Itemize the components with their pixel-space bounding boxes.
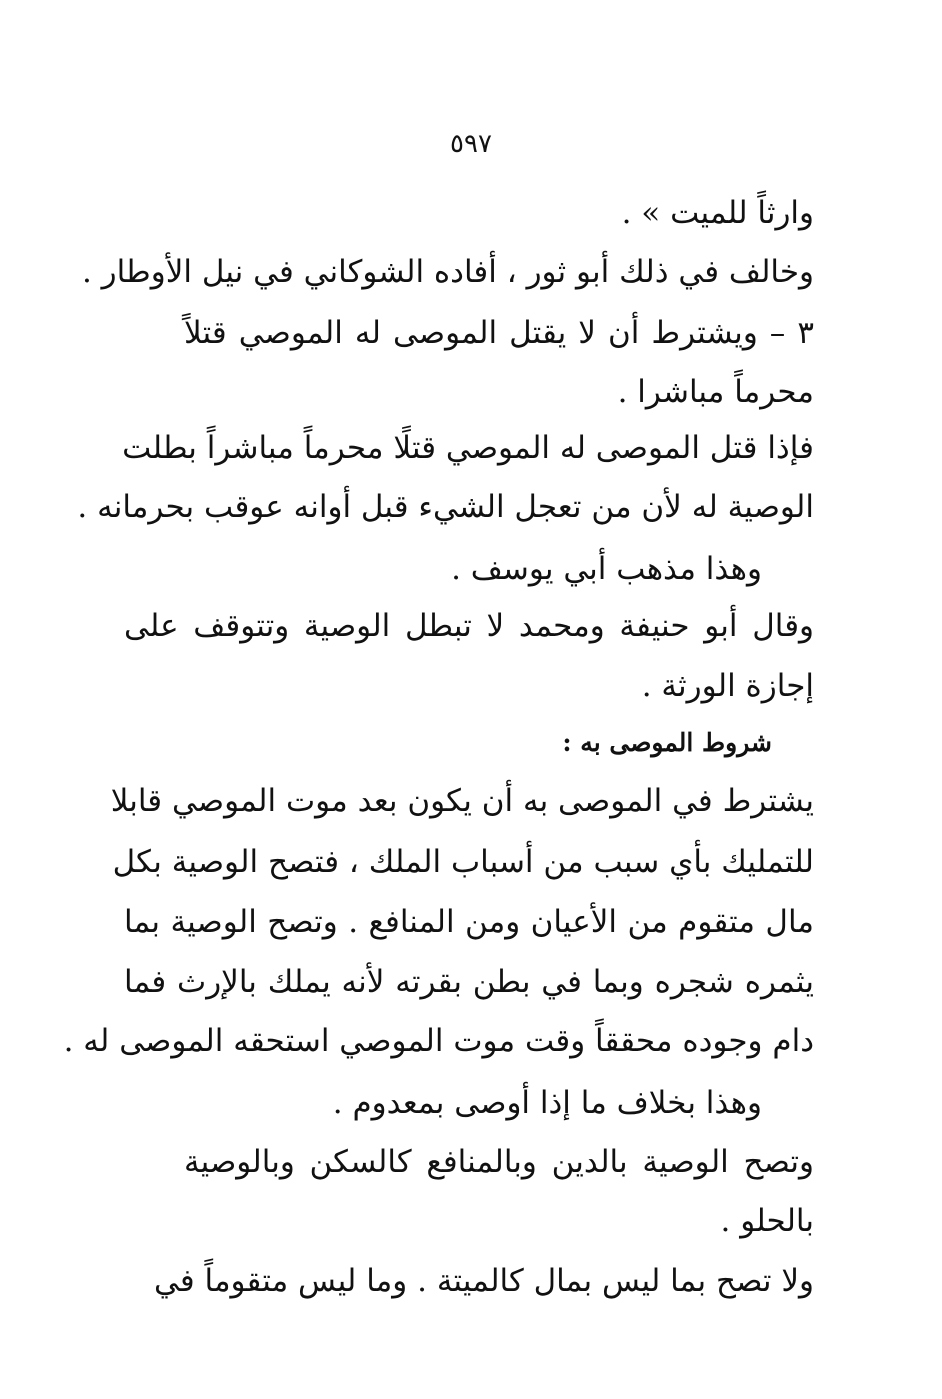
- text-line-1: وارثاً للميت » .: [621, 195, 814, 231]
- text-line-5: فإذا قتل الموصى له الموصي قتلًا محرماً مباشراً بطلت: [122, 430, 814, 466]
- text-line-6: الوصية له لأن من تعجل الشيء قبل أوانه عوقب بحرمانه .: [77, 489, 814, 525]
- text-line-14: دام وجوده محققاً وقت موت الموصي استحقه الموصى له .: [63, 1023, 814, 1059]
- text-line-10: يشترط في الموصى به أن يكون بعد موت الموصي قابلا: [110, 783, 814, 819]
- text-line-8: وقال أبو حنيفة ومحمد لا تبطل الوصية وتتوقف على: [124, 608, 814, 644]
- text-line-4: محرماً مباشرا .: [617, 374, 814, 410]
- page-number: ٥٩٧: [450, 129, 492, 159]
- text-line-9: إجازة الورثة .: [641, 668, 814, 704]
- text-line-3: ٣ – ويشترط أن لا يقتل الموصى له الموصي قتلاً: [184, 315, 814, 351]
- text-line-7: وهذا مذهب أبي يوسف .: [451, 551, 762, 587]
- text-line-11: للتمليك بأي سبب من أسباب الملك ، فتصح الوصية بكل: [112, 844, 814, 880]
- text-line-12: مال متقوم من الأعيان ومن المنافع . وتصح الوصية بما: [124, 904, 814, 940]
- text-line-18: ولا تصح بما ليس بمال كالميتة . وما ليس متقوماً في: [153, 1263, 814, 1299]
- section-heading: شروط الموصى به :: [562, 728, 772, 757]
- text-line-2: وخالف في ذلك أبو ثور ، أفاده الشوكاني في نيل الأوطار .: [81, 254, 814, 290]
- text-line-17: بالحلو .: [720, 1203, 814, 1239]
- text-line-16: وتصح الوصية بالدين وبالمنافع كالسكن وبالوصية: [184, 1144, 814, 1180]
- text-line-13: يثمره شجره وبما في بطن بقرته لأنه يملك بالإرث فما: [124, 964, 814, 1000]
- text-line-15: وهذا بخلاف ما إذا أوصى بمعدوم .: [332, 1085, 762, 1121]
